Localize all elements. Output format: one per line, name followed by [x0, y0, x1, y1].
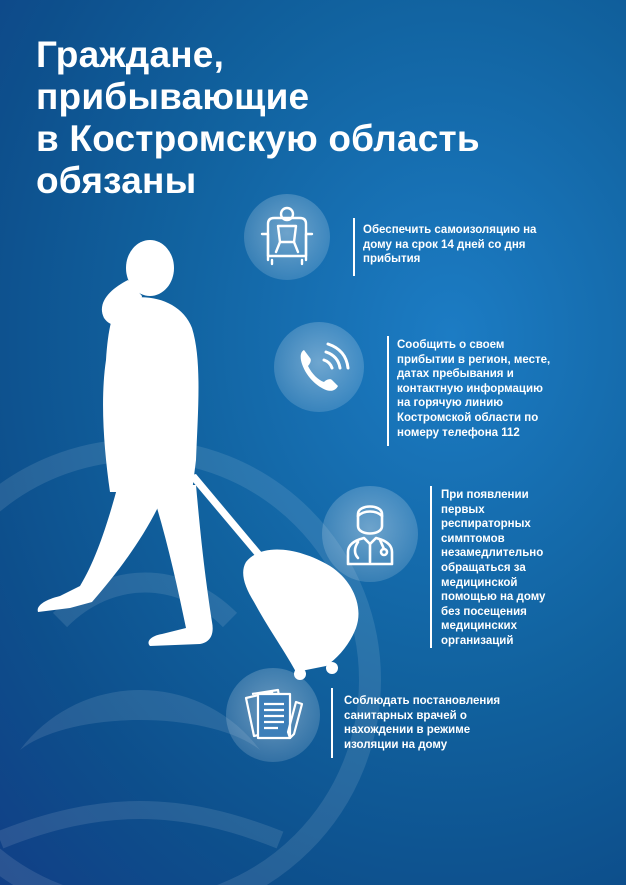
divider — [331, 688, 333, 758]
title-line: обязаны — [36, 160, 197, 201]
armchair-person-icon — [244, 194, 330, 280]
doctor-icon — [322, 486, 418, 582]
title-line: прибывающие — [36, 76, 310, 117]
walking-traveler-icon — [0, 230, 380, 690]
hotline-icon-circle — [274, 322, 364, 412]
regulations-icon-circle — [226, 668, 320, 762]
item-text: При появлении первых респираторных симптомов незамедлительно обращаться за медицинской помощью на дому без посещения медицинских организаций — [441, 489, 546, 647]
item-text: Сообщить о своем прибытии в регион, месте, датах пребывания и контактную информацию на горячую линию Костромской области по номеру телефона 112 — [397, 339, 551, 439]
divider — [353, 218, 355, 276]
title-line: в Костромскую область — [36, 118, 480, 159]
title-line: Граждане, — [36, 34, 225, 75]
page-title — [36, 34, 480, 202]
divider — [430, 486, 432, 648]
divider — [387, 336, 389, 446]
item-text: Соблюдать постановления санитарных врачей о нахождении в режиме изоляции на дому — [344, 695, 501, 751]
phone-signal-icon — [274, 322, 364, 412]
medical-help-icon-circle — [322, 486, 418, 582]
item-text: Обеспечить самоизоляцию на дому на срок 14 дней со дня прибытия — [363, 224, 537, 266]
documents-pen-icon — [226, 668, 320, 762]
self-isolation-icon-circle — [244, 194, 330, 280]
